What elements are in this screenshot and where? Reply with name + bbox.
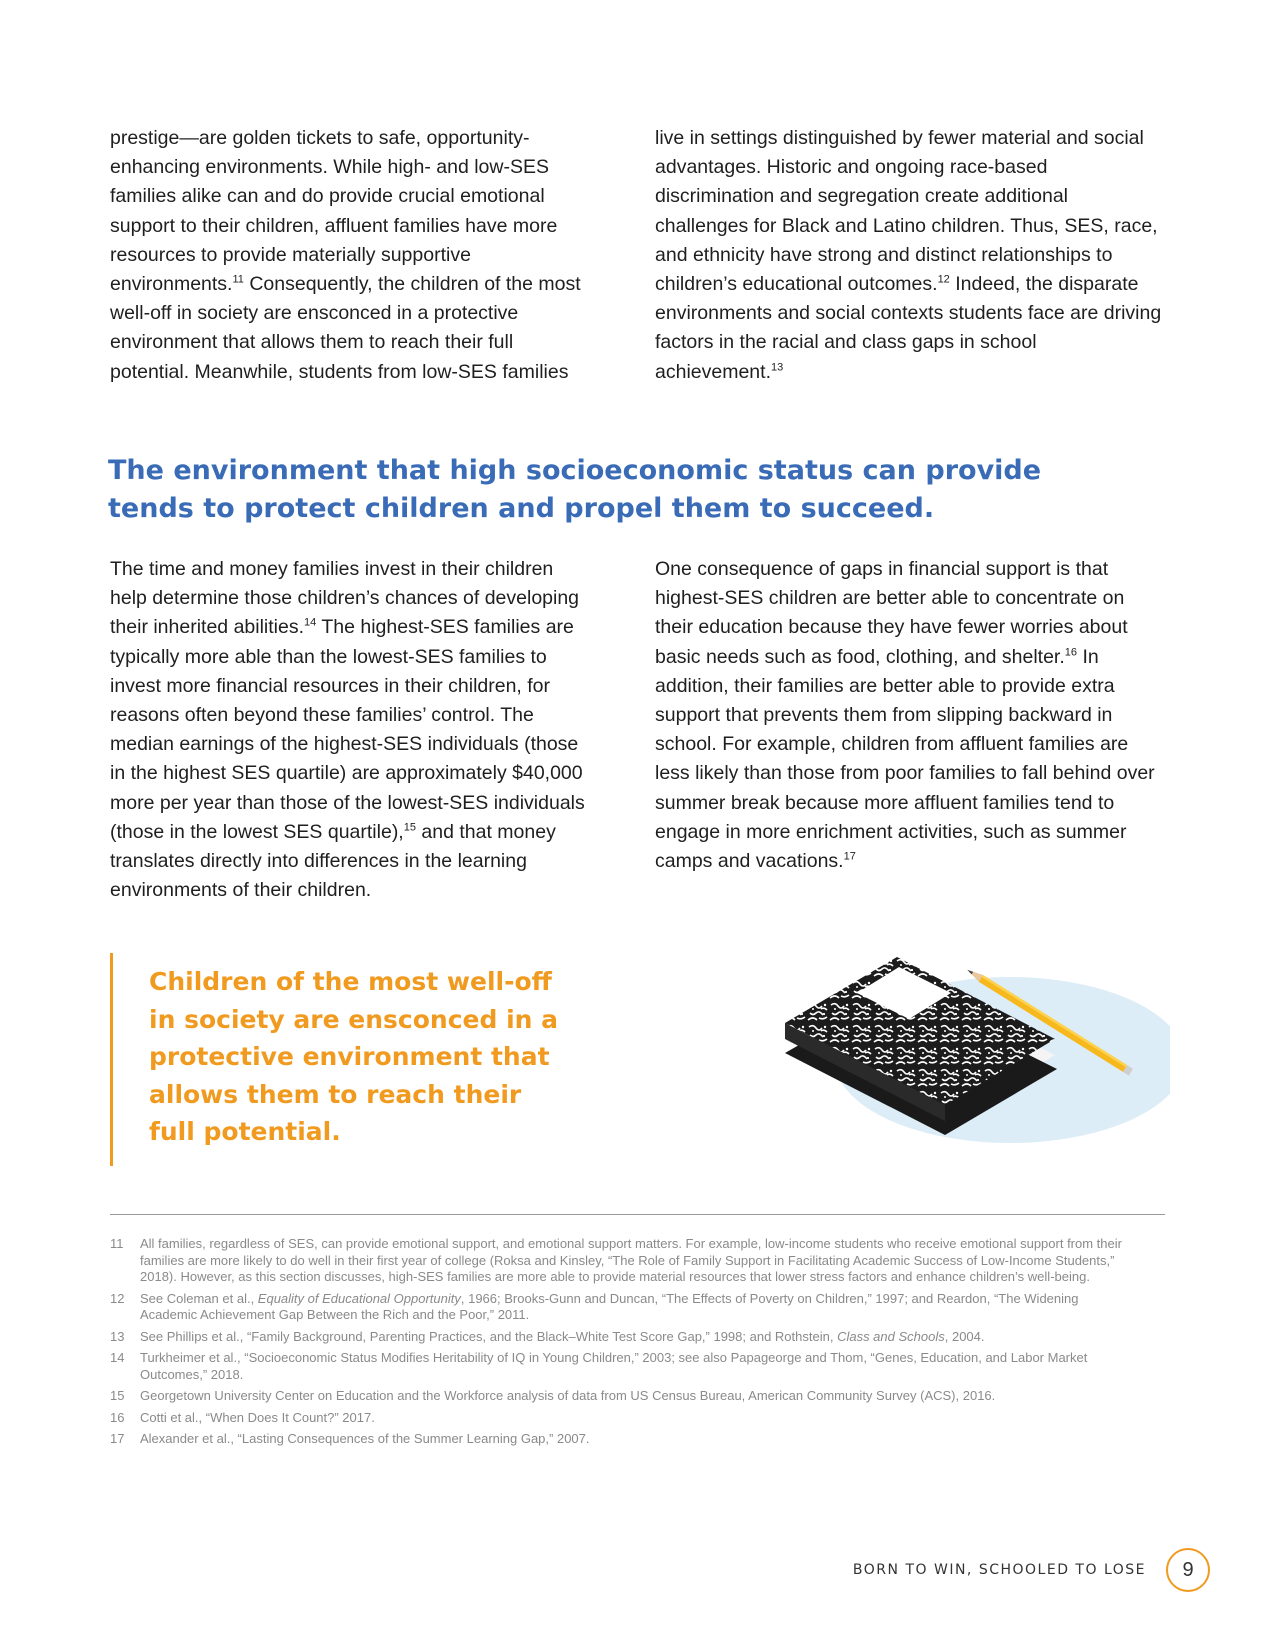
footnote-ref: 11: [232, 273, 244, 286]
text-run: Georgetown University Center on Education and the Workforce analysis of data from US Census Bureau, American Community Survey (ACS), 2016.: [140, 1388, 996, 1403]
text-run: prestige—are golden tickets to safe, opportunity-enhancing environments. While high- and low-SES families alike can and do provide crucial emotional support to their children, affluent families have more resources to provide materially supportive environments.: [110, 127, 558, 296]
page-number: 9: [1166, 1548, 1210, 1592]
text-run: All families, regardless of SES, can provide emotional support, and emotional support matters. For example, low-income students who receive emotional support from their families are more likely to do well in their first year of college (Roksa and Kinsley, “The Role of Family Support in Facilitating Academic Success of Low-Income Students,” 2018). However, as this section discusses, high-SES families are more able to provide material resources that lower stress factors and enhance children’s well-being.: [140, 1236, 1122, 1284]
footnote-ref: 13: [770, 361, 784, 374]
text-run: One consequence of gaps in financial support is that highest-SES children are better able to concentrate on their education because they have fewer worries about basic needs such as food, clothing, and shelter.: [655, 558, 1128, 668]
footnote-number: 17: [110, 1431, 125, 1446]
running-title: BORN TO WIN, SCHOOLED TO LOSE: [852, 1562, 1146, 1578]
footnote-number: 16: [110, 1409, 125, 1425]
text-run: Consequently, the children of the most well-off in society are ensconced in a protective environment that allows them to reach their full potential. Meanwhile, students from low-SES families: [110, 273, 581, 383]
page-footer: [853, 1548, 1210, 1592]
footnote-number: 11: [110, 1236, 124, 1251]
text-run: Cotti et al., “When Does It Count?” 2017.: [140, 1409, 375, 1425]
body-paragraph: [655, 124, 1165, 387]
text-run: Class and Schools: [837, 1328, 945, 1344]
footnote-ref: 12: [937, 273, 950, 286]
body-paragraph: [655, 555, 1165, 905]
text-run: See Coleman et al.,: [140, 1290, 258, 1306]
footnote-number: 13: [110, 1328, 125, 1344]
footnote: [110, 1431, 1165, 1448]
footnote: [110, 1350, 1165, 1383]
text-run: The highest-SES families are typically more able than the lowest-SES families to invest more financial resources in their children, for reasons often beyond these families’ control. The median earnings of the highest-SES individuals (those in the highest SES quartile) are approximately $40,000 more per year than those of the lowest-SES individuals (those in the lowest SES quartile),: [110, 616, 585, 843]
footnote-text: [140, 1291, 1165, 1324]
text-run: Equality of Educational Opportunity: [257, 1290, 461, 1306]
section-headline: The environment that high socioeconomic status can provide tends to protect children and propel them to succeed.: [108, 455, 1042, 524]
middle-columns: [110, 555, 1165, 905]
footnote-ref: 17: [843, 850, 856, 863]
footnote-text: [140, 1236, 1165, 1286]
text-run: , 2004.: [944, 1328, 985, 1344]
footnote-divider: [110, 1214, 1165, 1215]
text-run: The time and money families invest in their children help determine those children’s chances of developing their inherited abilities.: [110, 558, 580, 639]
footnote-ref: 14: [304, 616, 317, 629]
footnote: [110, 1236, 1165, 1286]
body-paragraph: [110, 555, 595, 905]
footnote: [110, 1410, 1165, 1427]
footnote-text: [140, 1410, 1165, 1427]
footnote-text: [140, 1329, 1165, 1346]
text-run: and that money translates directly into differences in the learning environments of their children.: [110, 820, 556, 902]
text-run: , 1966; Brooks-Gunn and Duncan, “The Effects of Poverty on Children,” 1997; and Reardon, “The Widening Academic Achievement Gap Between the Rich and the Poor,” 2011.: [140, 1290, 1079, 1322]
text-run: Alexander et al., “Lasting Consequences of the Summer Learning Gap,” 2007.: [140, 1431, 590, 1446]
body-paragraph: [110, 124, 595, 387]
text-run: Turkheimer et al., “Socioeconomic Status Modifies Heritability of IQ in Young Children,” 2003; see also Papageorge and Thom, “Genes, Education, and Labor Market Outcomes,” 2018.: [140, 1350, 1088, 1382]
footnote-ref: 16: [1064, 646, 1078, 659]
footnote-number: 15: [110, 1388, 125, 1403]
text-run: live in settings distinguished by fewer material and social advantages. Historic and ongoing race-based discrimination and segregation create additional challenges for Black and Latino children. Thus, SES, race, and ethnicity have strong and distinct relationships to children’s educational outcomes.: [655, 127, 1158, 296]
footnote-ref: 15: [403, 821, 416, 834]
footnote-text: [140, 1388, 1165, 1405]
footnote-number: 12: [110, 1290, 125, 1306]
text-run: See Phillips et al., “Family Background, Parenting Practices, and the Black–White Test Score Gap,” 1998; and Rothstein,: [140, 1328, 838, 1344]
footnote-number: 14: [110, 1350, 125, 1365]
footnote-text: [140, 1350, 1165, 1383]
top-columns: [110, 124, 1165, 387]
footnote: [110, 1329, 1165, 1346]
pull-quote: [110, 953, 570, 1166]
text-run: In addition, their families are better able to provide extra support that prevents them from slipping backward in school. For example, children from affluent families are less likely than those from poor families to fall behind over summer break because more affluent families tend to engage in more enrichment activities, such as summer camps and vacations.: [655, 645, 1155, 873]
pull-quote-text: Children of the most well-off in society are ensconced in a protective environment that allows them to reach their full potential.: [149, 967, 559, 1146]
text-run: Indeed, the disparate environments and social contexts students face are driving factors in the racial and class gaps in school achievement.: [655, 273, 1162, 383]
notebook-and-pencil-icon: [785, 935, 1170, 1145]
footnote: [110, 1388, 1165, 1405]
footnote: [110, 1291, 1165, 1324]
footnote-text: [140, 1431, 1165, 1448]
footnotes: [110, 1236, 1165, 1453]
